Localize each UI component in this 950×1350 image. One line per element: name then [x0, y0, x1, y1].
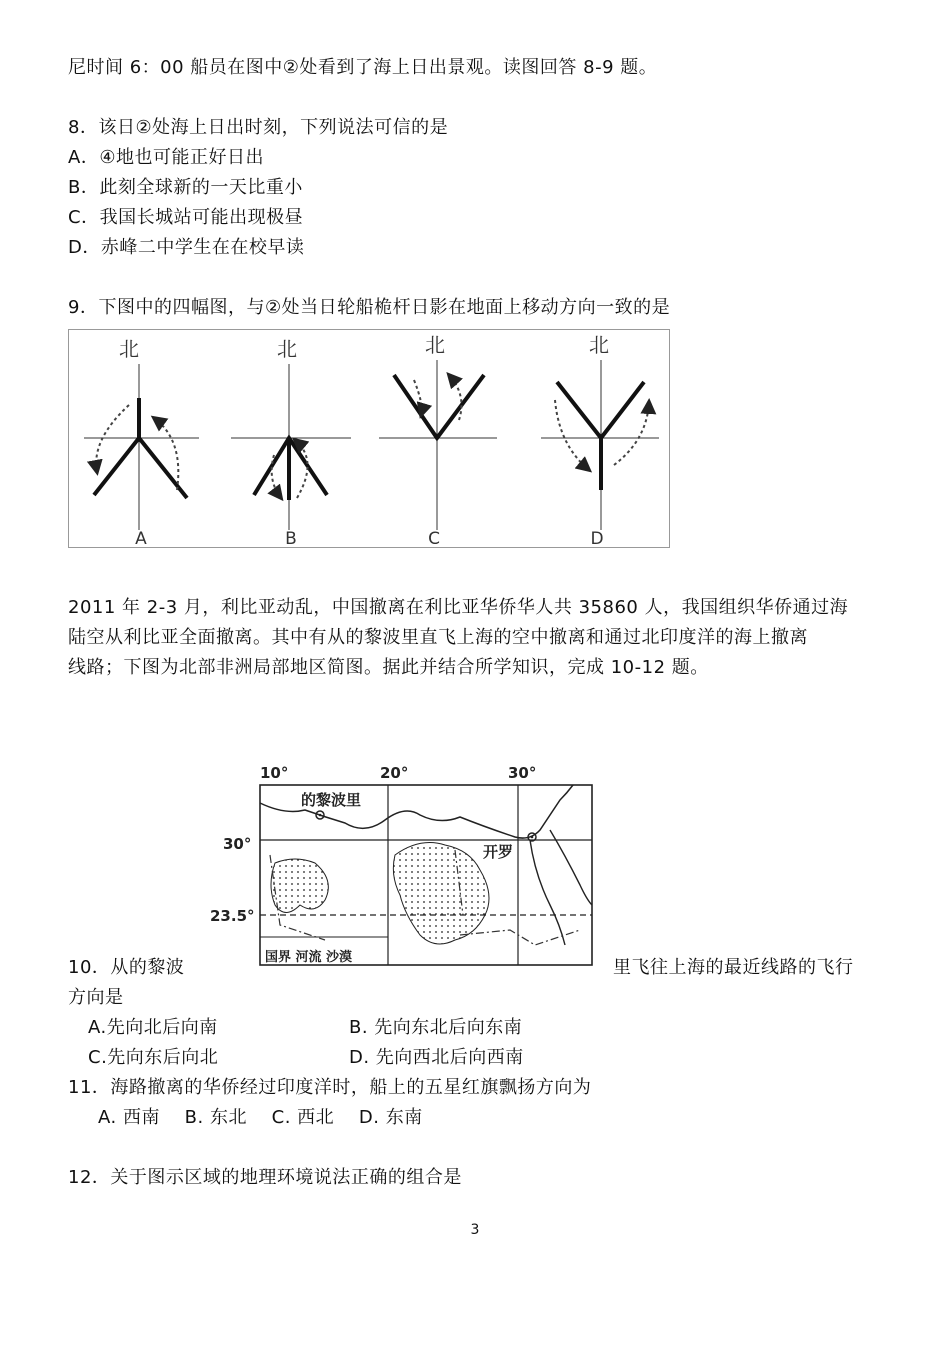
page-number: 3 [470, 1222, 480, 1238]
question-10-part-3: 方向是 [68, 987, 124, 1008]
passage-line-3: 线路；下图为北部非洲局部地区简图。据此并结合所学知识，完成 10-12 题。 [68, 657, 709, 678]
lon-label-30: 30° [508, 764, 537, 782]
north-label: 北 [277, 337, 297, 361]
panel-c [379, 333, 497, 547]
panel-a [84, 337, 199, 547]
panel-b [231, 337, 351, 547]
north-africa-map [205, 755, 605, 970]
question-10-part-1: 10．从的黎波 [68, 957, 185, 978]
panel-label-b: B [285, 529, 297, 547]
question-11: 11．海路撤离的华侨经过印度洋时，船上的五星红旗飘扬方向为 [68, 1077, 592, 1098]
panel-label-c: C [428, 529, 440, 547]
question-10-option-d: D. 先向西北后向西南 [349, 1047, 524, 1068]
passage-line-1: 2011 年 2-3 月，利比亚动乱，中国撤离在利比亚华侨华人共 35860 人，我国组织华侨通过海 [68, 597, 849, 618]
north-label: 北 [425, 333, 445, 357]
cairo-label: 开罗 [483, 843, 514, 861]
question-8-option-c: C．我国长城站可能出现极昼 [68, 207, 304, 228]
panel-label-a: A [135, 529, 147, 547]
question-10-part-2: 里飞往上海的最近线路的飞行 [613, 957, 854, 978]
lat-label-30: 30° [223, 835, 252, 853]
question-10-option-c: C.先向东后向北 [88, 1047, 219, 1068]
question-11-options: A. 西南 B. 东北 C. 西北 D. 东南 [98, 1107, 423, 1128]
question-9: 9．下图中的四幅图，与②处当日轮船桅杆日影在地面上移动方向一致的是 [68, 297, 671, 318]
north-label: 北 [589, 333, 609, 357]
shadow-direction-figure [68, 329, 670, 548]
panel-label-d: D [590, 529, 604, 547]
tripoli-label: 的黎波里 [301, 791, 362, 809]
passage-line-2: 陆空从利比亚全面撤离。其中有从的黎波里直飞上海的空中撤离和通过北印度洋的海上撤离 [68, 627, 808, 648]
question-8-option-a: A．④地也可能正好日出 [68, 147, 264, 168]
question-12: 12．关于图示区域的地理环境说法正确的组合是 [68, 1167, 462, 1188]
question-8-option-b: B．此刻全球新的一天比重小 [68, 177, 303, 198]
question-8-option-d: D．赤峰二中学生在在校早读 [68, 237, 305, 258]
lon-label-10: 10° [260, 764, 289, 782]
question-8: 8．该日②处海上日出时刻，下列说法可信的是 [68, 117, 449, 138]
text-line: 尼时间 6：00 船员在图中②处看到了海上日出景观。读图回答 8-9 题。 [68, 57, 658, 78]
panel-d [541, 333, 659, 547]
lat-label-23-5: 23.5° [210, 907, 255, 925]
question-10-option-a: A.先向北后向南 [88, 1017, 218, 1038]
lon-label-20: 20° [380, 764, 409, 782]
question-10-option-b: B. 先向东北后向东南 [349, 1017, 523, 1038]
north-label: 北 [119, 337, 139, 361]
map-legend: 国界 河流 沙漠 [265, 950, 353, 965]
